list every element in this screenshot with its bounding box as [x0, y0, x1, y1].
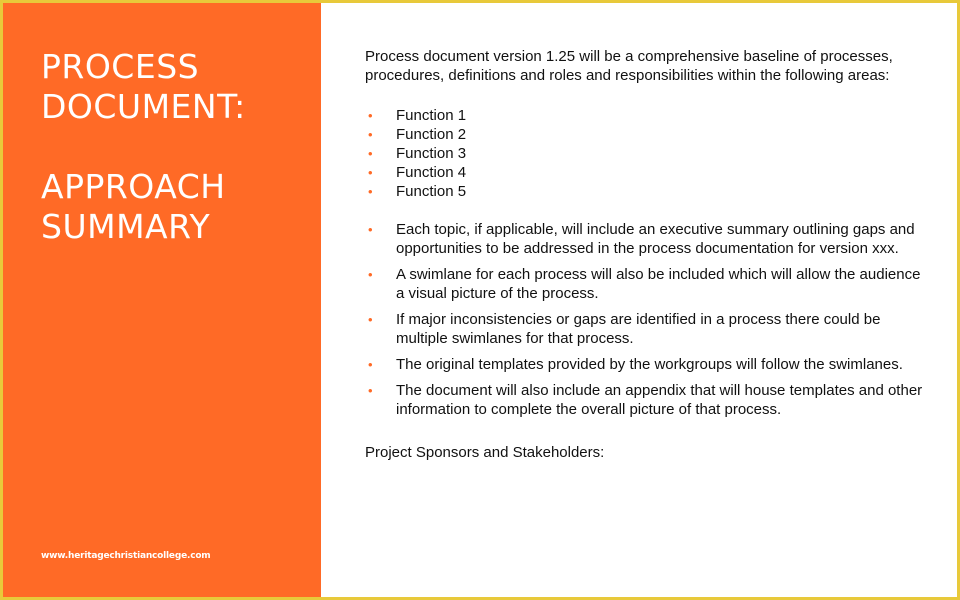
- list-item: [365, 220, 925, 258]
- bullet-icon: •: [368, 146, 373, 161]
- list-item-text: Each topic, if applicable, will include an executive summary outlining gaps and opportunities to be addressed in the process documentation for version xxx.: [396, 221, 915, 257]
- bullet-icon: •: [368, 222, 373, 237]
- watermark-text: www.heritagechristiancollege.com: [41, 551, 211, 561]
- bullet-icon: •: [368, 108, 373, 123]
- detail-list: [365, 220, 925, 419]
- list-item: [365, 125, 925, 144]
- list-item: [365, 355, 925, 374]
- title-line: SUMMARY: [41, 207, 211, 246]
- list-item-text: If major inconsistencies or gaps are identified in a process there could be multiple swimlanes for that process.: [396, 311, 881, 347]
- list-item: [365, 144, 925, 163]
- title-spacer: [41, 127, 311, 167]
- bullet-icon: •: [368, 184, 373, 199]
- function-list: [365, 106, 925, 201]
- sponsors-label: Project Sponsors and Stakeholders:: [365, 444, 605, 461]
- bullet-icon: •: [368, 357, 373, 372]
- list-item-text: Function 3: [396, 145, 467, 162]
- list-item: [365, 106, 925, 125]
- bullet-icon: •: [368, 127, 373, 142]
- bullet-icon: •: [368, 312, 373, 327]
- list-item-text: A swimlane for each process will also be included which will allow the audience a visual picture of the process.: [396, 266, 921, 302]
- title-line: APPROACH: [41, 167, 226, 206]
- list-item: [365, 163, 925, 182]
- list-item: [365, 182, 925, 201]
- list-item: [365, 310, 925, 348]
- bullet-icon: •: [368, 267, 373, 282]
- list-item: [365, 381, 925, 419]
- intro-paragraph: Process document version 1.25 will be a comprehensive baseline of processes, procedures, definitions and roles and responsibilities within the following areas:: [365, 48, 893, 84]
- list-item-text: The document will also include an appendix that will house templates and other information to complete the overall picture of that process.: [396, 382, 923, 418]
- title-line: DOCUMENT:: [41, 87, 246, 126]
- slide-body: [365, 47, 925, 462]
- slide-title: [41, 47, 311, 247]
- list-item-text: Function 5: [396, 183, 467, 200]
- bullet-icon: •: [368, 165, 373, 180]
- title-line: PROCESS: [41, 47, 200, 86]
- list-item-text: Function 1: [396, 107, 467, 124]
- bullet-icon: •: [368, 383, 373, 398]
- list-item-text: Function 4: [396, 164, 467, 181]
- title-panel: [3, 3, 321, 597]
- list-item-text: Function 2: [396, 126, 467, 143]
- list-item-text: The original templates provided by the workgroups will follow the swimlanes.: [396, 356, 903, 373]
- list-item: [365, 265, 925, 303]
